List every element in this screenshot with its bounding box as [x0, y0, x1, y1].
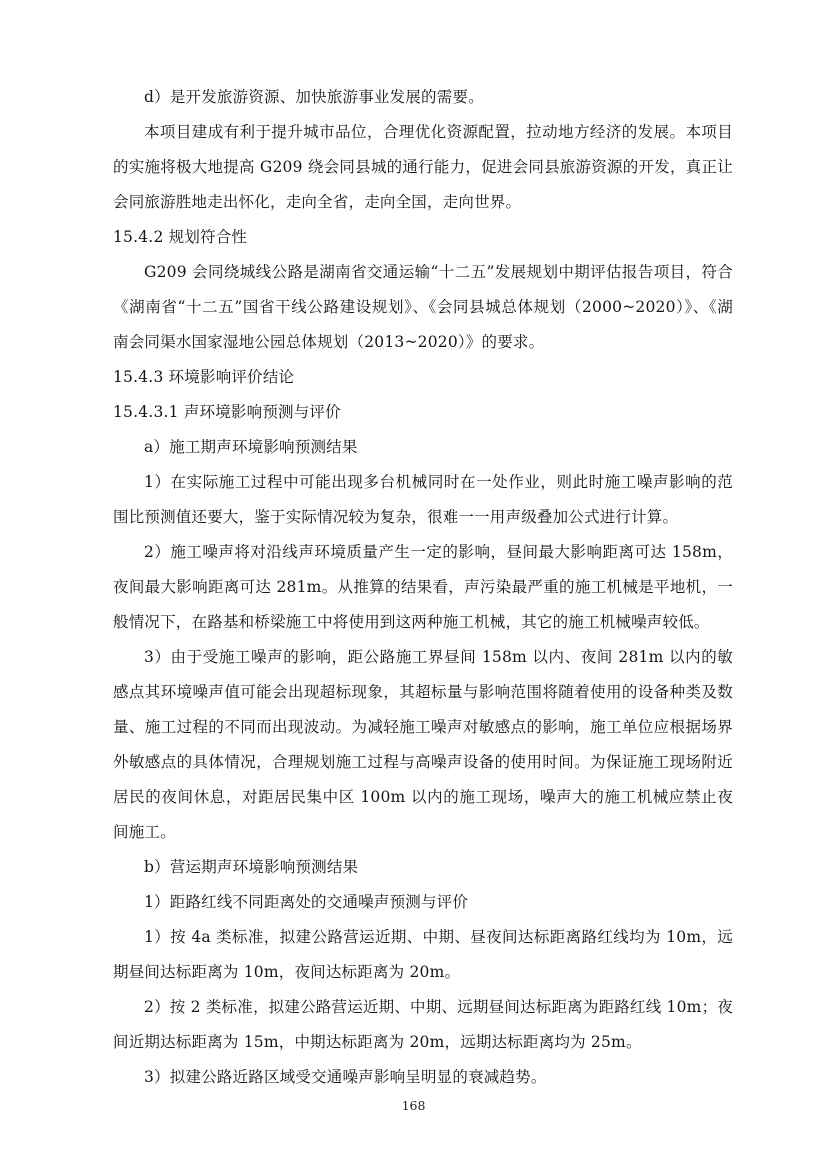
- section-heading: 15.4.3 环境影响评价结论: [113, 368, 295, 386]
- section-heading: 15.4.3.1 声环境影响预测与评价: [113, 403, 341, 421]
- paragraph: 1）在实际施工过程中可能出现多台机械同时在一处作业，则此时施工噪声影响的范围比预测值还要大，鉴于实际情况较为复杂，很难一一用声级叠加公式进行计算。: [113, 473, 733, 526]
- paragraph: 本项目建成有利于提升城市品位，合理优化资源配置，拉动地方经济的发展。本项目的实施将极大地提高 G209 绕会同县城的通行能力，促进会同县旅游资源的开发，真正让会同旅游胜地走出怀化，走向全省，走向全国，走向世界。: [113, 123, 733, 211]
- paragraph: G209 会同绕城线公路是湖南省交通运输“十二五”发展规划中期评估报告项目，符合《湖南省“十二五”国省干线公路建设规划》、《会同县城总体规划（2000~2020）》、《湖南会同渠水国家湿地公园总体规划（2013~2020）》的要求。: [113, 263, 733, 351]
- paragraph: 2）施工噪声将对沿线声环境质量产生一定的影响，昼间最大影响距离可达 158m，夜间最大影响距离可达 281m。从推算的结果看，声污染最严重的施工机械是平地机，一般情况下，在路基和桥梁施工中将使用到这两种施工机械，其它的施工机械噪声较低。: [113, 543, 733, 631]
- paragraph: 3）由于受施工噪声的影响，距公路施工界昼间 158m 以内、夜间 281m 以内的敏感点其环境噪声值可能会出现超标现象，其超标量与影响范围将随着使用的设备种类及数量、施工过程的不同而出现波动。为减轻施工噪声对敏感点的影响，施工单位应根据场界外敏感点的具体情况，合理规划施工过程与高噪声设备的使用时间。为保证施工现场附近居民的夜间休息，对距居民集中区 100m 以内的施工现场，噪声大的施工机械应禁止夜间施工。: [113, 648, 733, 841]
- section-heading: 15.4.2 规划符合性: [113, 228, 248, 246]
- paragraph: 1）按 4a 类标准，拟建公路营运近期、中期、昼夜间达标距离路红线均为 10m，远期昼间达标距离为 10m，夜间达标距离为 20m。: [113, 928, 733, 981]
- page-number: 168: [401, 1098, 426, 1113]
- page-body: [113, 80, 733, 1095]
- paragraph: b）营运期声环境影响预测结果: [144, 858, 359, 876]
- paragraph: 3）拟建公路近路区域受交通噪声影响呈明显的衰减趋势。: [144, 1068, 547, 1086]
- paragraph: d）是开发旅游资源、加快旅游事业发展的需要。: [144, 88, 484, 106]
- paragraph: a）施工期声环境影响预测结果: [144, 438, 358, 456]
- paragraph: 1）距路红线不同距离处的交通噪声预测与评价: [144, 893, 469, 911]
- paragraph: 2）按 2 类标准，拟建公路营运近期、中期、远期昼间达标距离为距路红线 10m；夜间近期达标距离为 15m，中期达标距离为 20m，远期达标距离均为 25m。: [113, 998, 733, 1051]
